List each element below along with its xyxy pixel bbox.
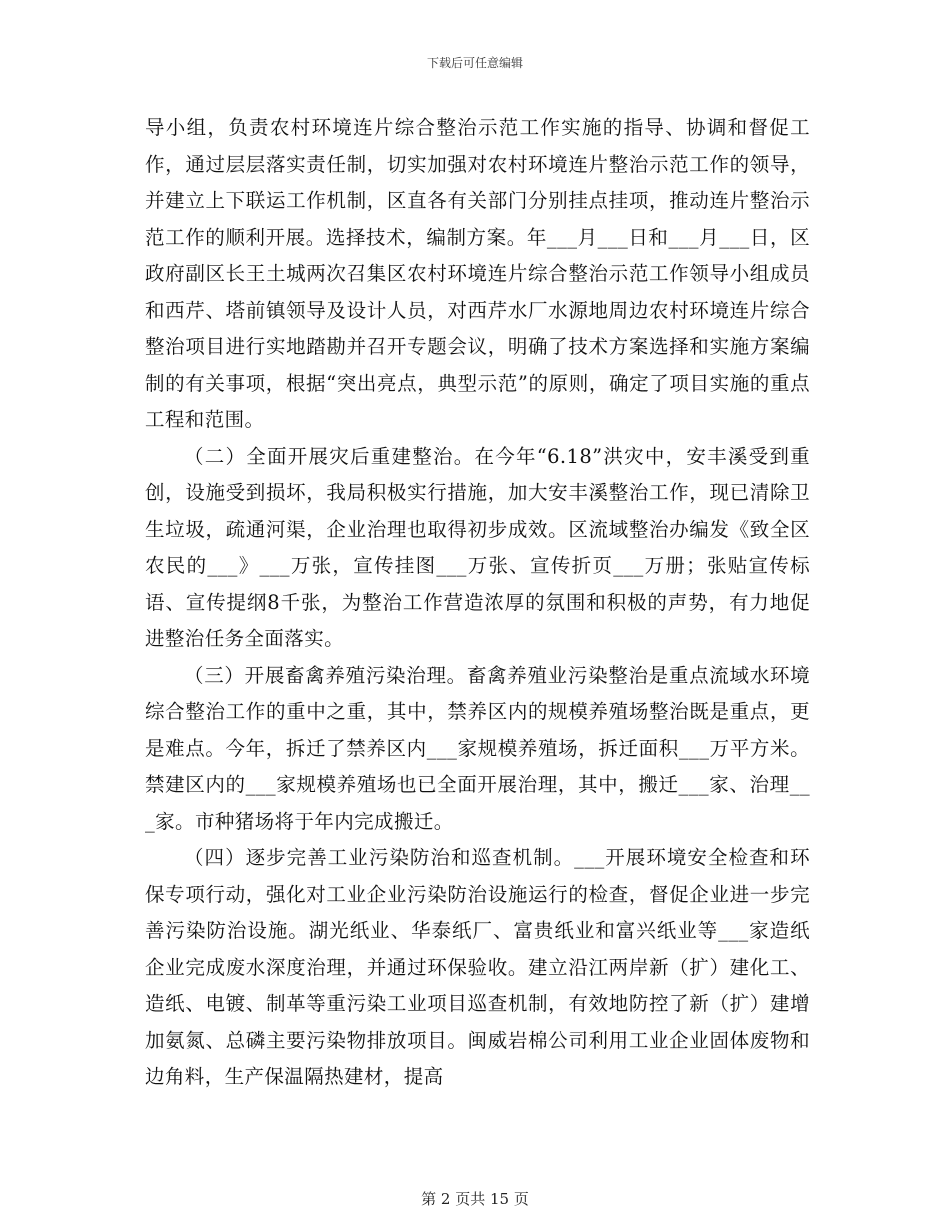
paragraph-section-4: （四）逐步完善工业污染防治和巡查机制。___开展环境安全检查和环保专项行动，强化对工业企业污染防治设施运行的检查，督促企业进一步完善污染防治设施。湖光纸业、华泰纸厂、富贵纸业和富兴纸业等___家造纸企业完成废水深度治理，并通过环保验收。建立沿江两岸新（扩）建化工、造纸、电镀、制革等重污染工业项目巡查机制，有效地防控了新（扩）建增加氨氮、总磷主要污染物排放项目。闽威岩棉公司利用工业企业固体废物和边角料，生产保温隔热建材，提高 bbox=[145, 846, 810, 1088]
page-number: 第 2 页共 15 页 bbox=[421, 1190, 529, 1208]
paragraph-section-3: （三）开展畜禽养殖污染治理。畜禽养殖业污染整治是重点流域水环境综合整治工作的重中之重，其中，禁养区内的规模养殖场整治既是重点，更是难点。今年，拆迁了禁养区内___家规模养殖场，拆迁面积___万平方米。禁建区内的___家规模养殖场也已全面开展治理，其中，搬迁___家、治理___家。市种猪场将于年内完成搬迁。 bbox=[145, 663, 810, 833]
paragraph-section-2: （二）全面开展灾后重建整治。在今年“6.18”洪灾中，安丰溪受到重创，设施受到损坏，我局积极实行措施，加大安丰溪整治工作，现已清除卫生垃圾，疏通河渠，企业治理也取得初步成效。区流域整治办编发《致全区农民的___》___万张，宣传挂图___万张、宣传折页___万册；张贴宣传标语、宣传提纲8千张，为整治工作营造浓厚的氛围和积极的声势，有力地促进整治任务全面落实。 bbox=[145, 444, 810, 650]
page-header-note: 下载后可任意编辑 bbox=[426, 56, 523, 70]
document-body bbox=[145, 110, 810, 1096]
paragraph-continuation: 导小组，负责农村环境连片综合整治示范工作实施的指导、协调和督促工作，通过层层落实责任制，切实加强对农村环境连片整治示范工作的领导，并建立上下联运工作机制，区直各有关部门分别挂点挂项，推动连片整治示范工作的顺利开展。选择技术，编制方案。年___月___日和___月___日，区政府副区长王土城两次召集区农村环境连片综合整治示范工作领导小组成员和西芹、塔前镇领导及设计人员，对西芹水厂水源地周边农村环境连片综合整治项目进行实地踏勘并召开专题会议，明确了技术方案选择和实施方案编制的有关事项，根据“突出亮点，典型示范”的原则，确定了项目实施的重点工程和范围。 bbox=[145, 116, 810, 431]
